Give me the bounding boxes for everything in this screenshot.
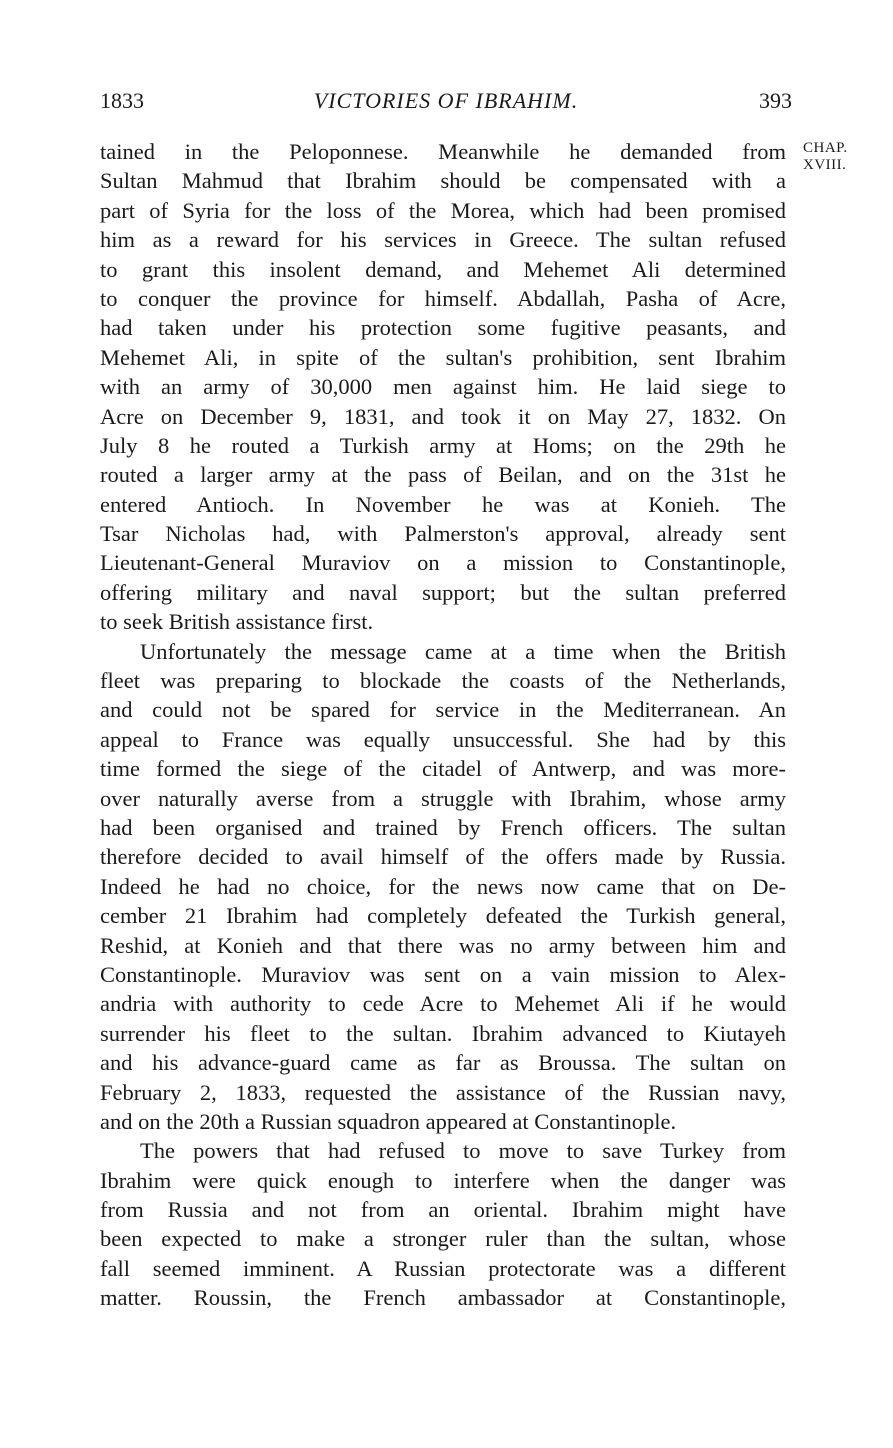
text-line: Mehemet Ali, in spite of the sultan's prohibition, sent Ibrahim [100,344,786,370]
text-line: Acre on December 9, 1831, and took it on May 27, 1832. On [100,403,786,429]
text-line: February 2, 1833, requested the assistance of the Russian navy, [100,1079,786,1105]
paragraph [100,137,786,637]
text-line: had been organised and trained by French officers. The sultan [100,814,786,840]
text-line: Unfortunately the message came at a time when the British [140,638,786,664]
text-line: surrender his fleet to the sultan. Ibrahim advanced to Kiutayeh [100,1020,786,1046]
text-line: therefore decided to avail himself of the offers made by Russia. [100,844,786,870]
text-line: him as a reward for his services in Greece. The sultan refused [100,227,786,253]
text-line: over naturally averse from a struggle with Ibrahim, whose army [100,785,786,811]
text-line: with an army of 30,000 men against him. He laid siege to [100,374,786,400]
text-line: entered Antioch. In November he was at Konieh. The [100,491,786,517]
text-line: to seek British assistance first. [100,609,374,635]
text-line: had taken under his protection some fugitive peasants, and [100,315,786,341]
text-line: cember 21 Ibrahim had completely defeated the Turkish general, [100,903,786,929]
text-line: Constantinople. Muraviov was sent on a vain mission to Alex- [100,961,786,987]
text-line: Sultan Mahmud that Ibrahim should be compensated with a [100,168,786,194]
text-line: fall seemed imminent. A Russian protectorate was a different [100,1255,786,1281]
text-line: Ibrahim were quick enough to interfere when the danger was [100,1167,786,1193]
text-line: tained in the Peloponnese. Meanwhile he demanded from [100,139,786,164]
page-number: 393 [759,88,792,113]
paragraph [100,1136,786,1312]
text-line: offering military and naval support; but the sultan preferred [100,579,786,605]
header-year: 1833 [100,88,144,113]
text-line: The powers that had refused to move to save Turkey from [140,1138,786,1164]
margin-note-chap: CHAP. [803,140,848,156]
text-line: to grant this insolent demand, and Mehemet Ali determined [100,256,786,282]
text-line: Tsar Nicholas had, with Palmerston's approval, already sent [100,521,786,547]
text-line: Reshid, at Konieh and that there was no army between him and [100,932,786,958]
text-line: July 8 he routed a Turkish army at Homs; on the 29th he [100,432,786,458]
text-line: appeal to France was equally unsuccessful. She had by this [100,726,786,752]
text-line: and on the 20th a Russian squadron appeared at Constantinople. [100,1108,677,1134]
text-line: part of Syria for the loss of the Morea, which had been promised [100,197,786,223]
running-head [100,88,792,120]
text-line: Lieutenant-General Muraviov on a mission to Constantinople, [100,550,786,576]
text-line: been expected to make a stronger ruler than the sultan, whose [100,1226,786,1252]
text-line: and his advance-guard came as far as Broussa. The sultan on [100,1050,786,1076]
text-line: routed a larger army at the pass of Beilan, and on the 31st he [100,462,786,488]
text-line: to conquer the province for himself. Abdallah, Pasha of Acre, [100,285,786,311]
body-text [100,137,786,1313]
paragraph [100,637,786,1137]
text-line: from Russia and not from an oriental. Ibrahim might have [100,1197,786,1223]
text-line: time formed the siege of the citadel of Antwerp, and was more- [100,756,786,782]
text-line: Indeed he had no choice, for the news now came that on De- [100,873,786,899]
header-title: VICTORIES OF IBRAHIM. [313,88,579,113]
text-line: fleet was preparing to blockade the coasts of the Netherlands, [100,668,786,694]
text-line: matter. Roussin, the French ambassador at Constantinople, [100,1285,786,1311]
text-line: and could not be spared for service in the Mediterranean. An [100,697,786,723]
margin-note-number: XVIII. [803,157,847,173]
chapter-margin-note [803,140,883,174]
text-line: andria with authority to cede Acre to Mehemet Ali if he would [100,991,786,1017]
